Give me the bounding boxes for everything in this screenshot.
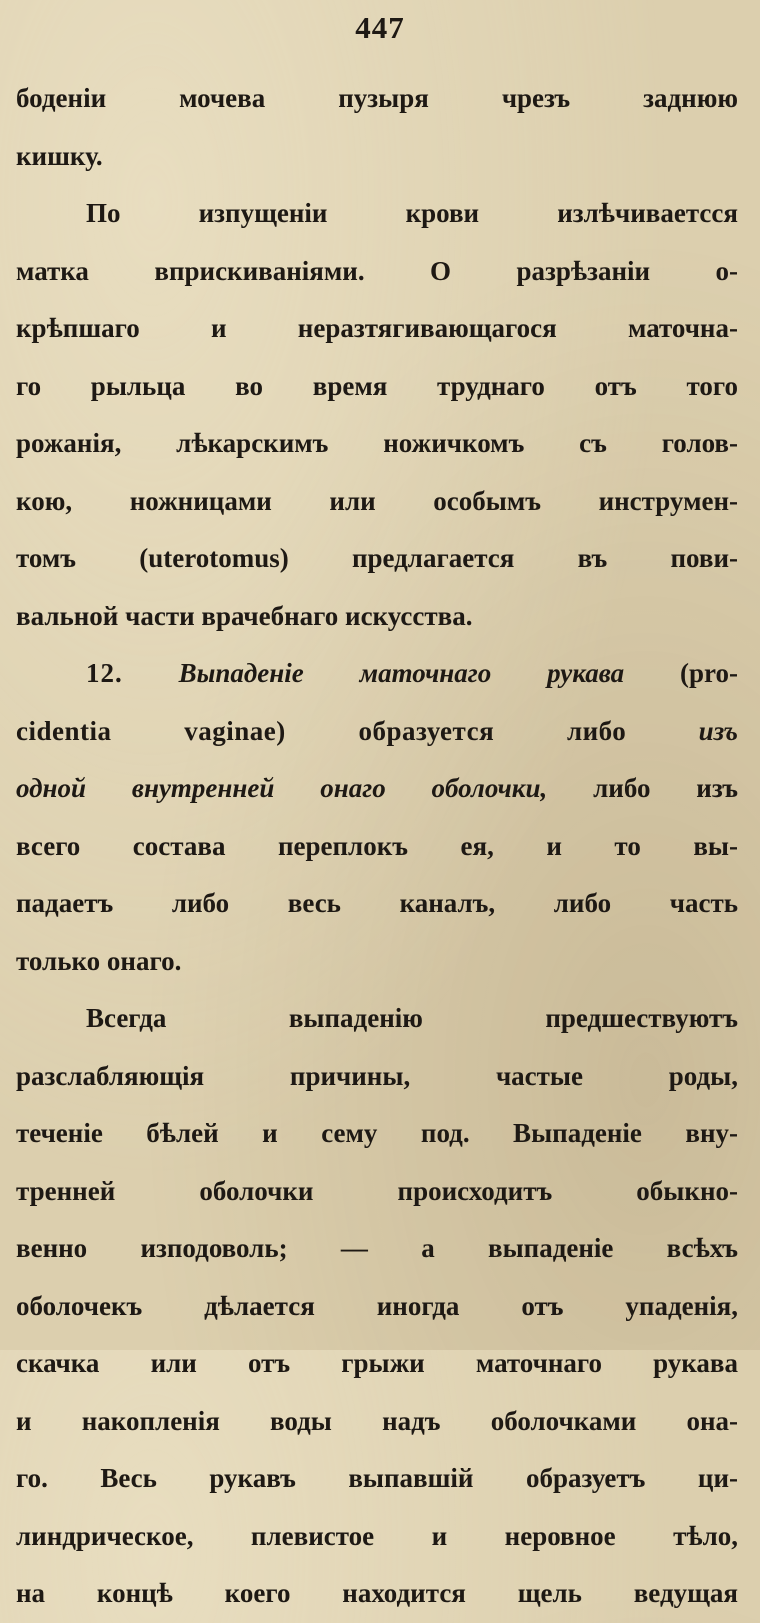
text-line: всего состава переплокъ ея, и то вы- xyxy=(16,830,738,861)
section-number: 12. xyxy=(86,658,123,688)
text-fragment: (pro- xyxy=(624,658,738,688)
text-line: на концѣ коего находится щель ведущая xyxy=(16,1578,738,1608)
text-line xyxy=(16,760,738,818)
text-line: линдрическое, плевистое и неровное тѣло, xyxy=(16,1520,738,1551)
text-line: матка вприскиваніями. О разрѣзаніи о- xyxy=(16,255,738,286)
text-line: По изпущеніи крови излѣчиваетсся xyxy=(86,198,738,228)
text-line: тренней оболочки происходитъ обыкно- xyxy=(16,1175,738,1206)
text-line: и накопленія воды надъ оболочками она- xyxy=(16,1405,738,1436)
page-number: 447 xyxy=(355,10,405,45)
text-line: го рыльца во время труднаго отъ того xyxy=(16,370,738,401)
text-fragment: cidentia vaginae) образуется либо xyxy=(16,715,627,746)
text-line: рожанія, лѣкарскимъ ножичкомъ съ голов- xyxy=(16,428,738,458)
text-line: только онаго. xyxy=(16,945,182,976)
text-line: боденіи мочева пузыря чрезъ заднюю xyxy=(16,83,738,113)
text-line: вальной части врачебнаго искусства. xyxy=(16,600,473,631)
text-fragment: одной внутренней онаго оболочки, xyxy=(16,773,548,803)
text-line: венно изподоволь; — а выпаденіе всѣхъ xyxy=(16,1233,738,1263)
section-title: Выпаденіе маточнаго рукава xyxy=(178,658,625,688)
text-line: разслабляющія причины, частые роды, xyxy=(16,1060,738,1091)
text-line: оболочекъ дѣлается иногда отъ упаденія, xyxy=(16,1290,738,1321)
text-line: кишку. xyxy=(16,140,103,171)
text-line: скачка или отъ грыжи маточнаго рукава xyxy=(16,1348,738,1378)
body-text xyxy=(16,70,738,1623)
text-line: крѣпшаго и неразтягивающагося маточна- xyxy=(16,313,738,343)
section-heading-line xyxy=(16,645,738,703)
text-line: теченіе бѣлей и сему под. Выпаденіе вну- xyxy=(16,1118,738,1148)
text-fragment: изъ xyxy=(626,715,738,746)
text-fragment: либо изъ xyxy=(547,773,738,803)
text-line: Всегда выпаденію предшествуютъ xyxy=(86,1003,738,1033)
text-line: кою, ножницами или особымъ инструмен- xyxy=(16,485,738,516)
text-line xyxy=(16,703,738,761)
text-line: томъ (uterotomus) предлагается въ пови- xyxy=(16,543,738,573)
text-line: го. Весь рукавъ выпавшій образуетъ ци- xyxy=(16,1463,738,1493)
text-line: падаетъ либо весь каналъ, либо часть xyxy=(16,888,738,918)
